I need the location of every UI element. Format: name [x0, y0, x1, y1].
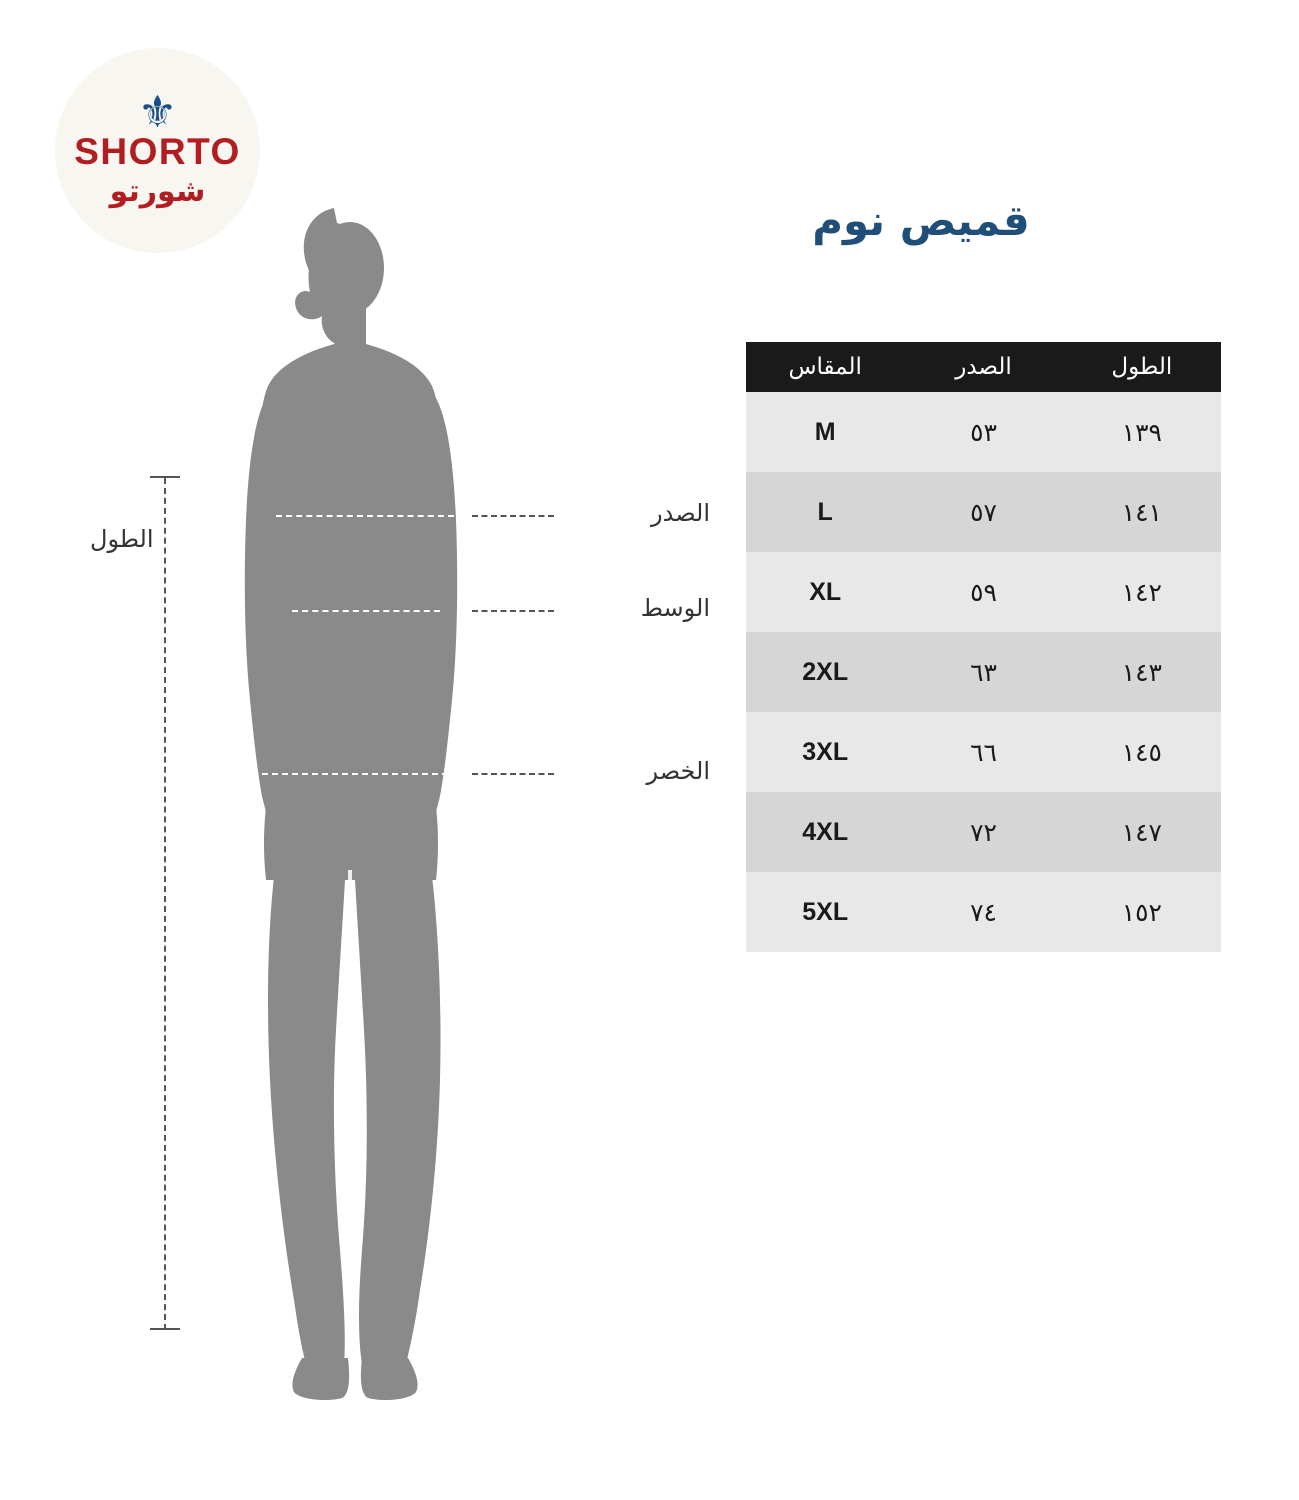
- table-row: [746, 872, 1221, 952]
- cell-length: ١٥٢: [1063, 872, 1221, 952]
- cell-size: 5XL: [746, 872, 904, 952]
- cell-length: ١٤٣: [1063, 632, 1221, 712]
- header-length: الطول: [1063, 342, 1221, 392]
- cell-length: ١٤١: [1063, 472, 1221, 552]
- header-chest: الصدر: [904, 342, 1062, 392]
- length-bottom-cap: [150, 1328, 180, 1330]
- hip-leader-line: [472, 773, 554, 775]
- cell-chest: ٦٣: [904, 632, 1062, 712]
- size-chart-table: [746, 342, 1221, 952]
- table-header-row: [746, 342, 1221, 392]
- cell-size: XL: [746, 552, 904, 632]
- hip-measure-line: [262, 773, 458, 775]
- cell-size: M: [746, 392, 904, 472]
- waist-label: الوسط: [640, 594, 710, 622]
- cell-chest: ٦٦: [904, 712, 1062, 792]
- cell-length: ١٤٧: [1063, 792, 1221, 872]
- cell-length: ١٣٩: [1063, 392, 1221, 472]
- table-row: [746, 792, 1221, 872]
- table-row: [746, 392, 1221, 472]
- cell-size: 2XL: [746, 632, 904, 712]
- page-title-text: قميص نوم: [812, 196, 1030, 245]
- cell-length: ١٤٢: [1063, 552, 1221, 632]
- cell-size: 3XL: [746, 712, 904, 792]
- cell-size: 4XL: [746, 792, 904, 872]
- chest-leader-line: [472, 515, 554, 517]
- cell-chest: ٧٢: [904, 792, 1062, 872]
- length-measure-line: [164, 478, 166, 1330]
- table-row: [746, 712, 1221, 792]
- table-row: [746, 632, 1221, 712]
- waist-leader-line: [472, 610, 554, 612]
- chest-measure-line: [276, 515, 454, 517]
- waist-measure-line: [292, 610, 440, 612]
- length-label: الطول: [90, 525, 154, 553]
- brand-name-latin: SHORTO: [74, 130, 241, 172]
- measurement-figure: [80, 170, 720, 1430]
- cell-chest: ٥٣: [904, 392, 1062, 472]
- chest-label: الصدر: [651, 499, 710, 527]
- cell-chest: ٥٧: [904, 472, 1062, 552]
- table-row: [746, 552, 1221, 632]
- cell-size: L: [746, 472, 904, 552]
- cell-chest: ٧٤: [904, 872, 1062, 952]
- cell-chest: ٥٩: [904, 552, 1062, 632]
- header-size: المقاس: [746, 342, 904, 392]
- fleur-de-lis-icon: ⚜: [137, 86, 178, 138]
- hip-label: الخصر: [646, 757, 710, 785]
- brand-name-arabic: شورتو: [109, 173, 206, 209]
- table-row: [746, 472, 1221, 552]
- table-body: [746, 392, 1221, 952]
- length-top-cap: [150, 476, 180, 478]
- body-silhouette-icon: [210, 180, 540, 1410]
- cell-length: ١٤٥: [1063, 712, 1221, 792]
